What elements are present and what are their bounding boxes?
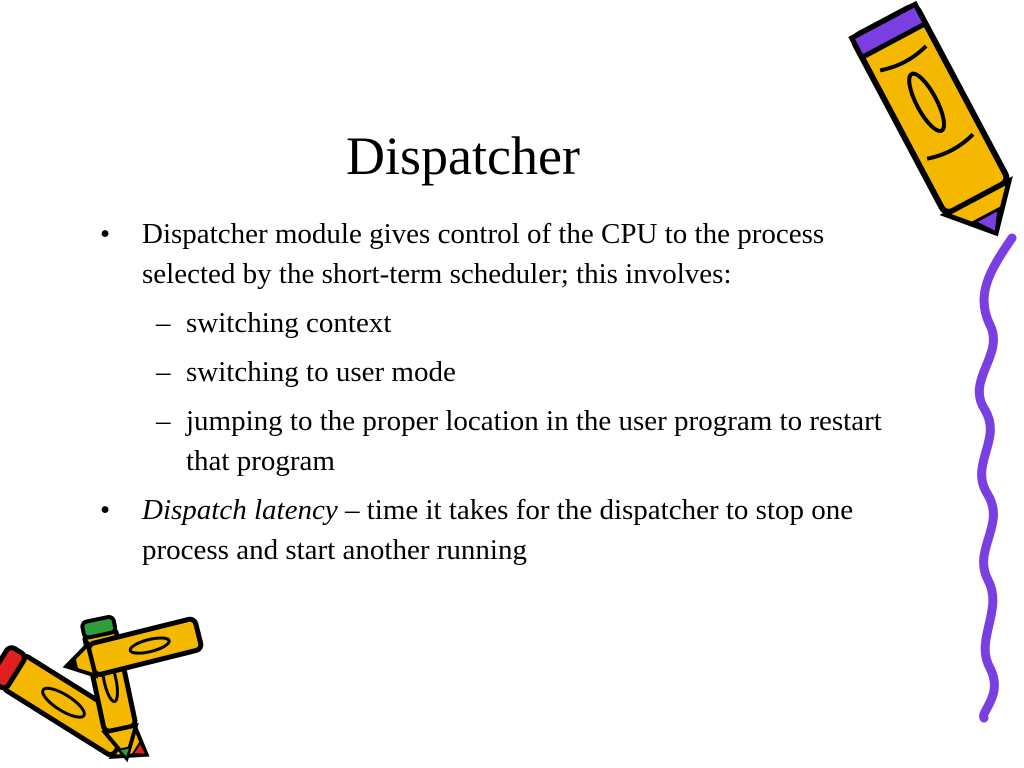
- bullet-item: [100, 214, 912, 294]
- sub-bullet-text: switching to user mode: [186, 356, 456, 388]
- sub-bullet-text: jumping to the proper location in the user program to restart that program: [186, 405, 882, 477]
- bullet-text: Dispatcher module gives control of the CPU to the process selected by the short-term scheduler; this involves:: [142, 218, 825, 290]
- squiggle-line-icon: [979, 238, 1012, 718]
- sub-bullet-marker: –: [156, 307, 171, 339]
- sub-bullet-item: [100, 401, 912, 481]
- slide-title: Dispatcher: [346, 126, 580, 186]
- crossed-pencils-icon: [0, 616, 202, 768]
- sub-bullet-text: switching context: [186, 307, 392, 339]
- bullet-marker: •: [100, 494, 111, 526]
- slide-content: [100, 214, 912, 579]
- sub-bullet-marker: –: [156, 405, 171, 437]
- sub-bullet-marker: –: [156, 356, 171, 388]
- sub-bullet-item: [100, 303, 912, 343]
- bullet-marker: •: [100, 218, 111, 250]
- bullet-item: [100, 490, 912, 570]
- bullet-term: Dispatch latency: [142, 494, 338, 526]
- sub-bullet-item: [100, 352, 912, 392]
- bullet-text: – time it takes for the dispatcher to stop one process and start another running: [142, 494, 854, 566]
